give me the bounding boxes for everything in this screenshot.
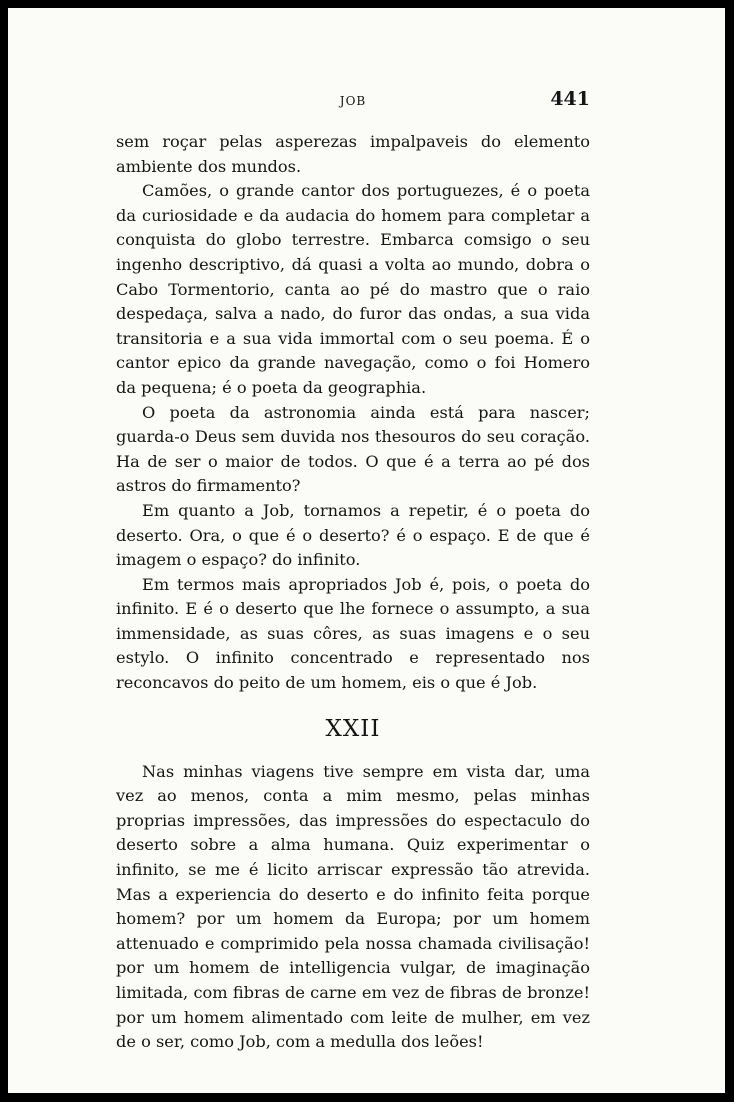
paragraph: Nas minhas viagens tive sempre em vista dar, uma vez ao menos, conta a mim mesmo, pelas minhas proprias impressões, das impressões do espectaculo do deserto sobre a alma humana. Quiz experimentar o infinito, se me é licito arriscar expressão tão atrevida. Mas a experiencia do deserto e do infinito feita porque homem? por um homem da Europa; por um homem attenuado e comprimido pela nossa chamada civilisação! por um homem de intelligencia vulgar, de imaginação limitada, com fibras de carne em vez de fibras de bronze! por um homem alimentado com leite de mulher, em vez de o ser, como Job, com a medulla dos leões! xyxy=(116,761,590,1052)
paragraph: Camões, o grande cantor dos portuguezes, é o poeta da curiosidade e da audacia do homem para completar a conquista do globo terrestre. Embarca comsigo o seu ingenho descriptivo, dá quasi a volta ao mundo, dobra o Cabo Tormentorio, canta ao pé do mastro que o raio despedaça, salva a nado, do furor das ondas, a sua vida transitoria e a sua vida immortal com o seu poema. É o cantor epico da grande navegação, como o foi Homero da pequena; é o poeta da geographia. xyxy=(116,181,590,397)
paragraph: sem roçar pelas asperezas impalpaveis do elemento ambiente dos mundos. xyxy=(116,132,590,176)
section-heading: XXII xyxy=(325,715,381,742)
running-title: JOB xyxy=(339,94,367,108)
page-header xyxy=(116,88,590,112)
paragraph: Em termos mais apropriados Job é, pois, o poeta do infinito. E é o deserto que lhe fornece o assumpto, a sua immensidade, as suas côres, as suas imagens e o seu estylo. O infinito concentrado e representado nos reconcavos do peito de um homem, eis o que é Job. xyxy=(116,574,590,693)
paragraph: O poeta da astronomia ainda está para nascer; guarda-o Deus sem duvida nos thesouros do seu coração. Ha de ser o maior de todos. O que é a terra ao pé dos astros do firmamento? xyxy=(116,402,590,496)
body-text xyxy=(116,130,590,1055)
paragraph: Em quanto a Job, tornamos a repetir, é o poeta do deserto. Ora, o que é o deserto? é o espaço. E de que é imagem o espaço? do infinito. xyxy=(116,500,590,570)
book-page xyxy=(8,8,725,1093)
page-number: 441 xyxy=(550,88,590,110)
